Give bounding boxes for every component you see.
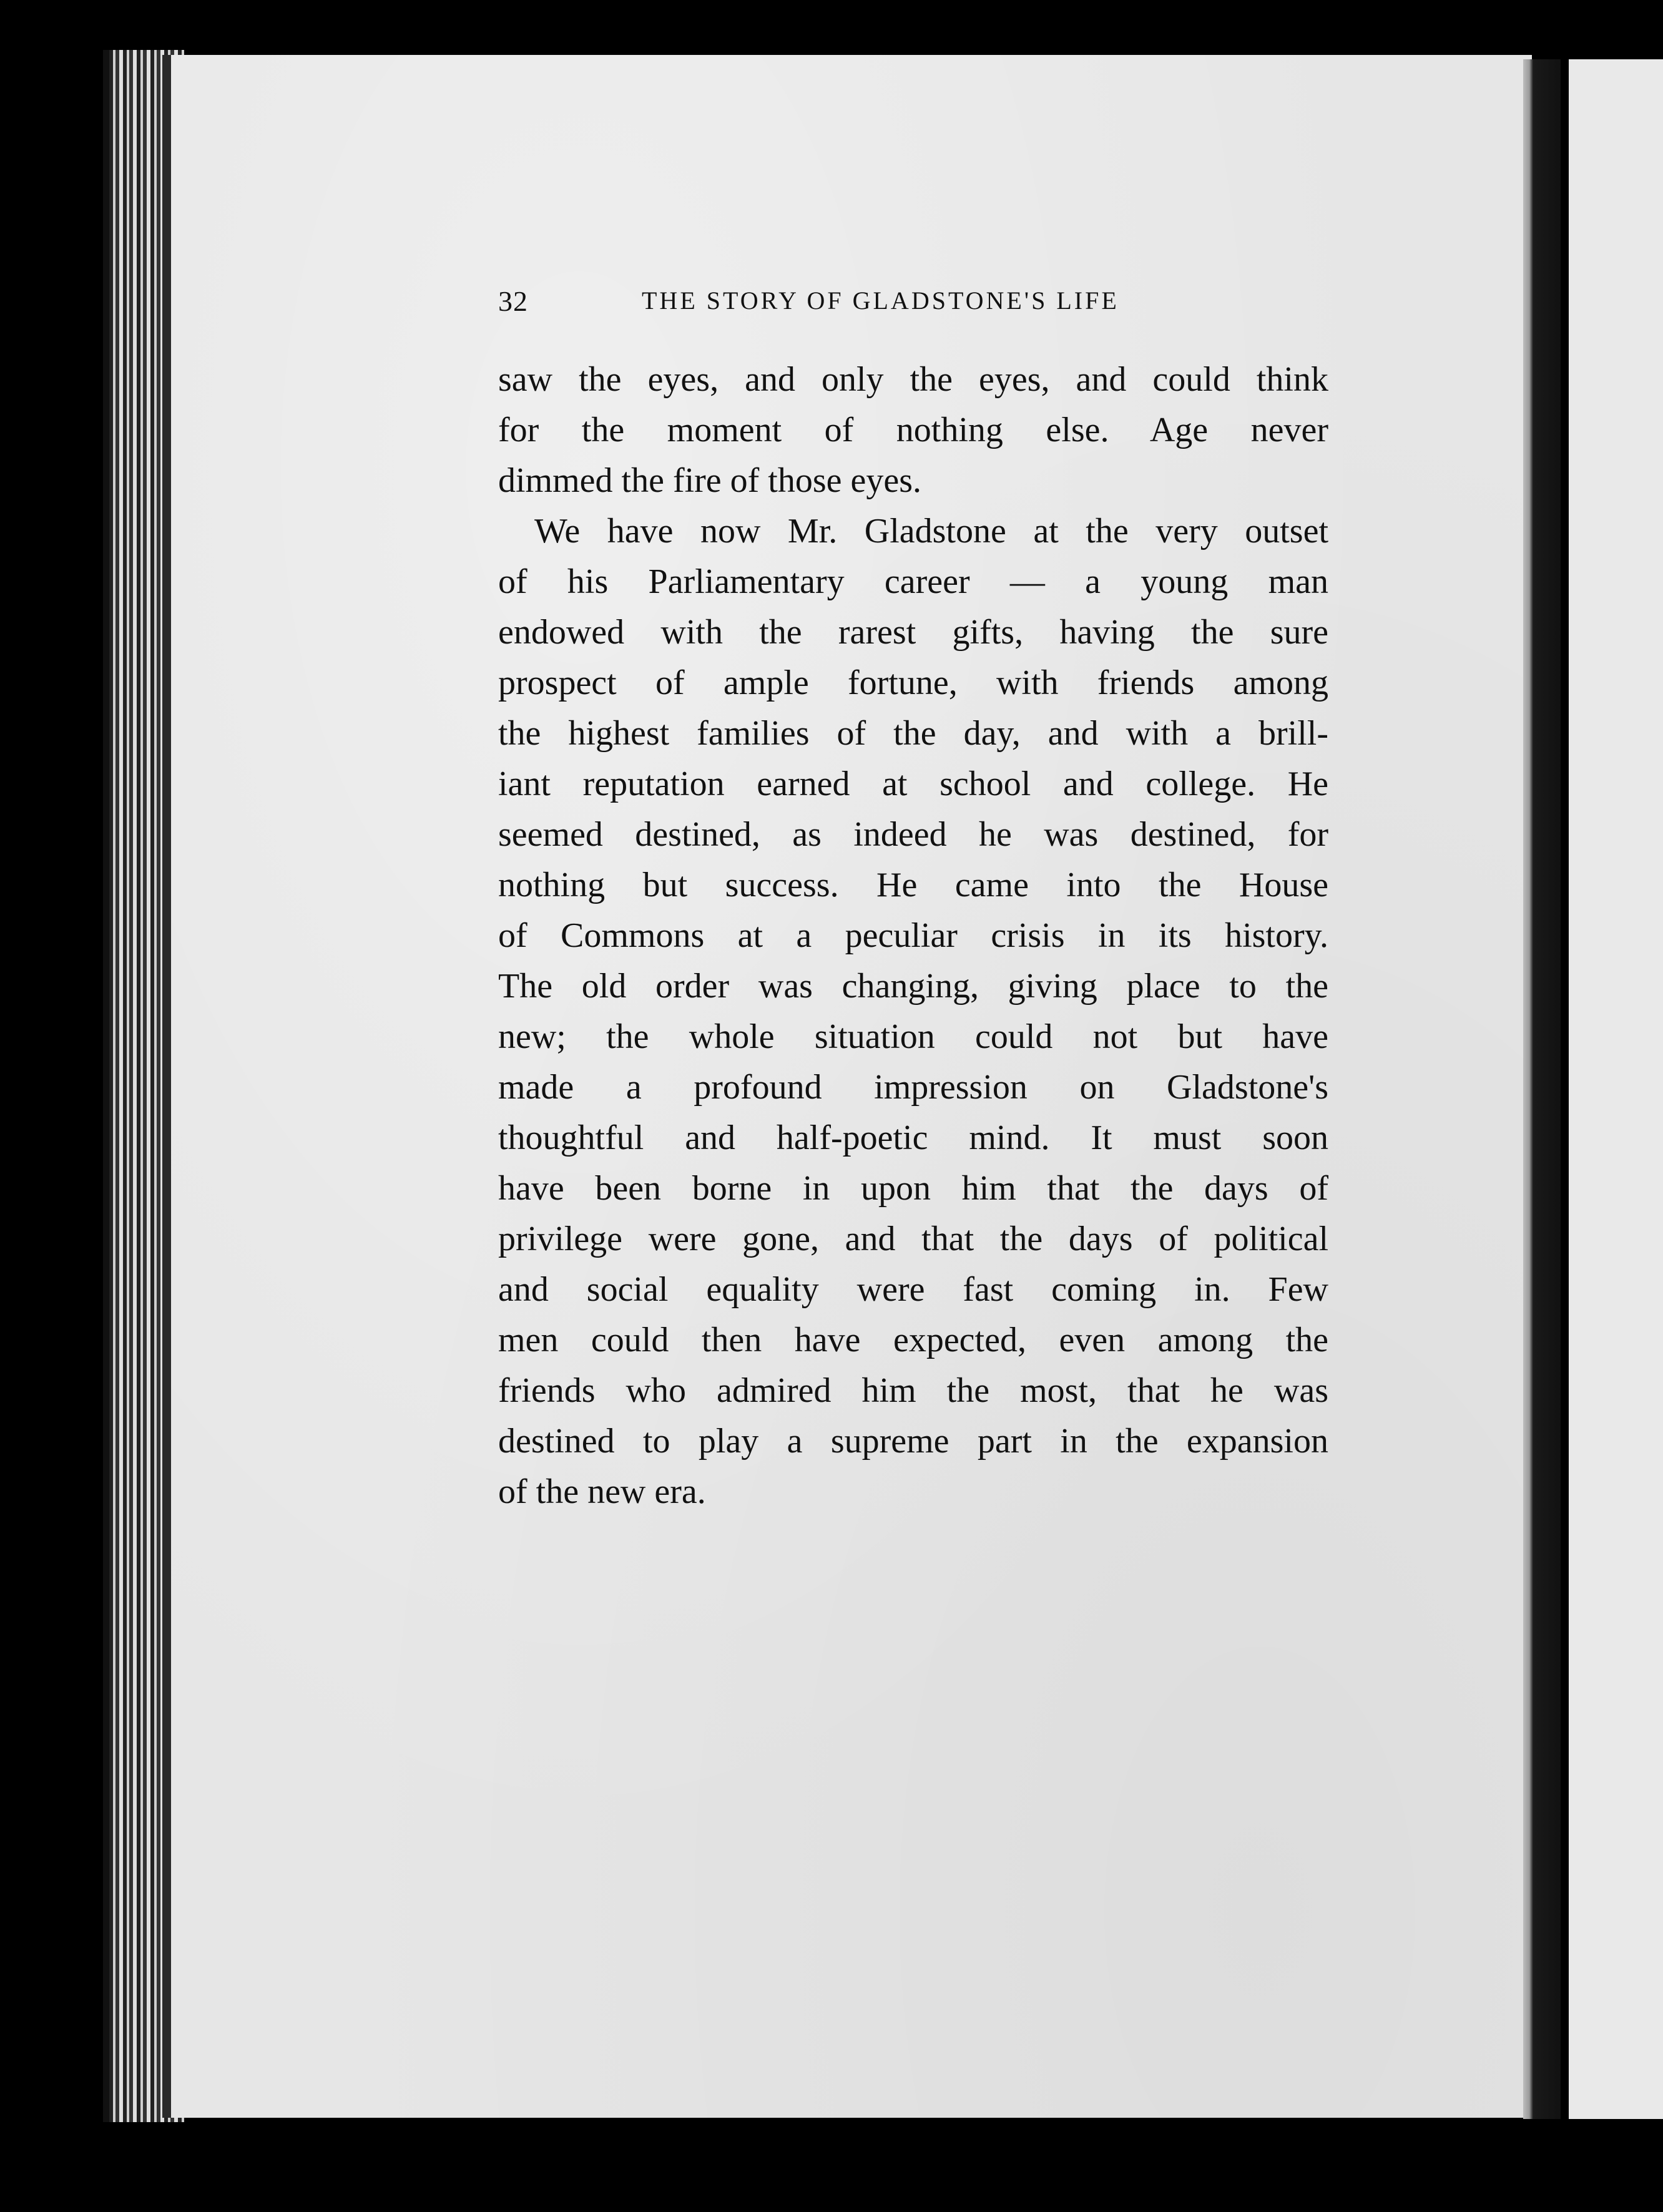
text-line: made a profound impression on Gladstone's: [498, 1068, 1328, 1107]
text-line: have been borne in upon him that the days of: [498, 1169, 1328, 1208]
text-line: saw the eyes, and only the eyes, and could think: [498, 360, 1328, 399]
page-number: 32: [498, 285, 528, 317]
text-line: nothing but success. He came into the House: [498, 866, 1328, 904]
text-line: privilege were gone, and that the days of political: [498, 1220, 1328, 1258]
text-line: for the moment of nothing else. Age never: [498, 411, 1328, 449]
text-line: friends who admired him the most, that he was: [498, 1371, 1328, 1410]
text-line: prospect of ample fortune, with friends among: [498, 663, 1328, 702]
running-title: THE STORY OF GLADSTONE'S LIFE: [642, 286, 1119, 315]
book-spine: [1523, 59, 1561, 2119]
text-line: of his Parliamentary career — a young man: [498, 562, 1328, 601]
text-line: thoughtful and half-poetic mind. It must soon: [498, 1118, 1328, 1157]
text-line: men could then have expected, even among the: [498, 1321, 1328, 1359]
text-line: of the new era.: [498, 1472, 706, 1511]
text-line: iant reputation earned at school and college. He: [498, 765, 1328, 803]
text-line: destined to play a supreme part in the expansion: [498, 1422, 1328, 1461]
text-line: The old order was changing, giving place to the: [498, 967, 1328, 1006]
facing-page-edge: [1564, 59, 1663, 2119]
text-line: seemed destined, as indeed he was destined, for: [498, 815, 1328, 854]
body-text: [498, 355, 1328, 1517]
text-line: and social equality were fast coming in. Few: [498, 1270, 1328, 1309]
text-line: the highest families of the day, and with a brill-: [498, 714, 1328, 753]
text-line: dimmed the fire of those eyes.: [498, 461, 922, 500]
text-line: new; the whole situation could not but have: [498, 1017, 1328, 1056]
text-line: We have now Mr. Gladstone at the very outset: [534, 512, 1328, 551]
running-head: [498, 282, 1328, 326]
text-line: endowed with the rarest gifts, having the sure: [498, 613, 1328, 652]
text-line: of Commons at a peculiar crisis in its history.: [498, 916, 1328, 955]
